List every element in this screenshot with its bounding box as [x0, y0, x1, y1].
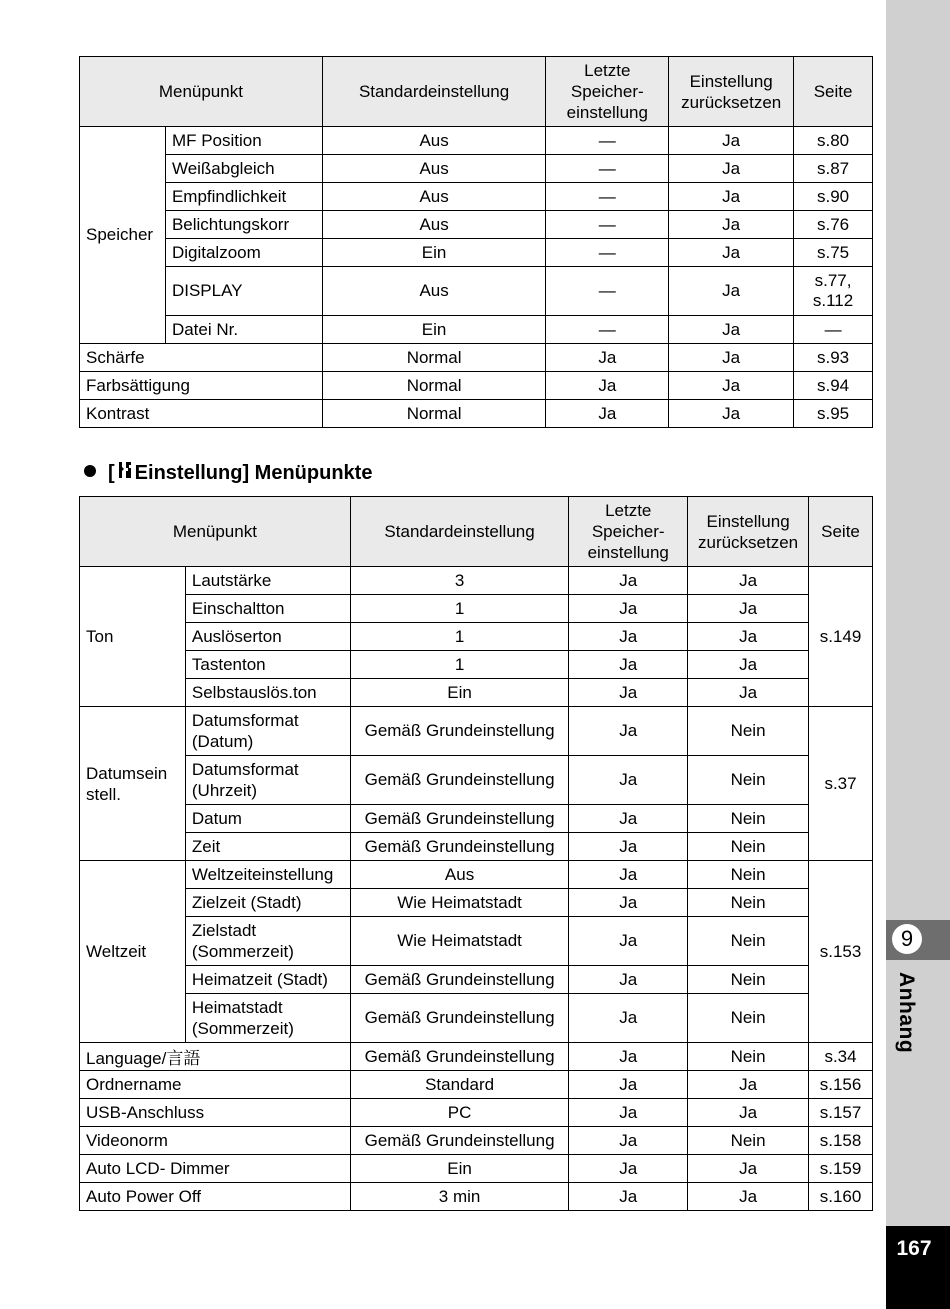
group-label-line: stell. [86, 784, 121, 804]
heading-title: Einstellung] Menüpunkte [134, 462, 373, 484]
item-cell: Digitalzoom [165, 239, 322, 267]
item-line: Datumsformat [191, 760, 299, 779]
item-cell: Lautstärke [185, 567, 350, 595]
header-line: einstellung [587, 543, 669, 562]
table-header-row [80, 497, 873, 567]
reset-cell: Ja [688, 623, 809, 651]
item-cell [185, 707, 350, 756]
table-row [80, 1155, 873, 1183]
reset-cell: Ja [669, 400, 794, 428]
default-cell: Aus [350, 861, 569, 889]
memory-cell: Ja [569, 707, 688, 756]
memory-cell: Ja [569, 1043, 688, 1071]
item-cell [185, 994, 350, 1043]
reset-cell: Ja [669, 316, 794, 344]
page-cell: s.75 [794, 239, 873, 267]
default-cell: Gemäß Grundeinstellung [350, 994, 569, 1043]
table-row [80, 400, 873, 428]
group-label-ton: Ton [80, 567, 186, 707]
memory-cell: Ja [546, 400, 669, 428]
header-page: Seite [794, 57, 873, 127]
memory-cell: Ja [546, 344, 669, 372]
default-cell: Aus [322, 183, 546, 211]
page-cell: s.156 [809, 1071, 873, 1099]
default-cell: 3 [350, 567, 569, 595]
default-cell: Normal [322, 400, 546, 428]
reset-cell: Ja [688, 1071, 809, 1099]
reset-cell: Ja [688, 1155, 809, 1183]
item-line: Zielstadt [191, 921, 257, 940]
item-cell: DISPLAY [165, 267, 322, 316]
default-cell: Aus [322, 211, 546, 239]
reset-cell: Nein [688, 756, 809, 805]
item-cell: Einschaltton [185, 595, 350, 623]
memory-cell: Ja [569, 966, 688, 994]
header-menu: Menüpunkt [80, 497, 351, 567]
header-line: zurücksetzen [697, 532, 799, 552]
table-row [80, 372, 873, 400]
group-label-speicher: Speicher [80, 127, 166, 344]
default-cell: Normal [322, 344, 546, 372]
memory-cell: — [546, 211, 669, 239]
memory-cell: — [546, 155, 669, 183]
item-cell: Auslöserton [185, 623, 350, 651]
item-cell: Belichtungskorr [165, 211, 322, 239]
page-cell: s.34 [809, 1043, 873, 1071]
default-cell: PC [350, 1099, 569, 1127]
memory-settings-table [79, 56, 873, 428]
reset-cell: Ja [688, 651, 809, 679]
group-label-line: Datumsein [86, 763, 168, 783]
chapter-number: 9 [892, 924, 922, 954]
item-cell: Datei Nr. [165, 316, 322, 344]
table-row [80, 267, 873, 316]
table-row [80, 1071, 873, 1099]
memory-cell: Ja [546, 372, 669, 400]
memory-cell: Ja [569, 595, 688, 623]
reset-cell: Ja [688, 1183, 809, 1211]
reset-cell: Ja [669, 267, 794, 316]
default-cell: 3 min [350, 1183, 569, 1211]
header-last-memory [546, 57, 669, 127]
setup-settings-table [79, 496, 873, 1211]
table-row [80, 1183, 873, 1211]
item-cell: USB-Anschluss [80, 1099, 351, 1127]
item-line: (Sommerzeit) [191, 942, 294, 961]
default-cell: Wie Heimatstadt [350, 889, 569, 917]
group-label-datum [80, 707, 186, 861]
page-cell: s.37 [809, 707, 873, 861]
default-cell: Gemäß Grundeinstellung [350, 1043, 569, 1071]
page-cell: s.157 [809, 1099, 873, 1127]
header-line: Einstellung [706, 511, 790, 531]
item-line: Datumsformat [191, 711, 299, 730]
table-row [80, 889, 873, 917]
memory-cell: Ja [569, 861, 688, 889]
table-row [80, 833, 873, 861]
table-row [80, 917, 873, 966]
default-cell: 1 [350, 623, 569, 651]
item-line: Heimatstadt [191, 998, 283, 1017]
group-label-weltzeit: Weltzeit [80, 861, 186, 1043]
heading-bracket: [ [108, 462, 115, 484]
item-cell: Selbstauslös.ton [185, 679, 350, 707]
page-cell: s.160 [809, 1183, 873, 1211]
section-heading [84, 461, 372, 485]
page-cell: s.95 [794, 400, 873, 428]
item-line: (Uhrzeit) [191, 781, 258, 800]
default-cell: Ein [322, 239, 546, 267]
page-cell: s.149 [809, 567, 873, 707]
page-number: 167 [896, 1237, 932, 1260]
item-cell: Weltzeiteinstellung [185, 861, 350, 889]
header-line: einstellung [566, 103, 648, 122]
header-page: Seite [809, 497, 873, 567]
header-line: Einstellung [689, 71, 773, 91]
header-default: Standardeinstellung [322, 57, 546, 127]
page-cell: s.76 [794, 211, 873, 239]
table-row [80, 994, 873, 1043]
default-cell: Standard [350, 1071, 569, 1099]
table-row [80, 239, 873, 267]
page-cell: s.87 [794, 155, 873, 183]
page-cell [794, 267, 873, 316]
item-cell: Zeit [185, 833, 350, 861]
item-line: (Datum) [191, 732, 254, 751]
item-cell: Schärfe [80, 344, 323, 372]
table-row [80, 1099, 873, 1127]
chapter-label: Anhang [895, 972, 918, 1054]
table-row [80, 155, 873, 183]
item-cell: Tastenton [185, 651, 350, 679]
item-cell [185, 756, 350, 805]
memory-cell: — [546, 183, 669, 211]
table-row [80, 316, 873, 344]
reset-cell: Ja [669, 183, 794, 211]
header-reset [688, 497, 809, 567]
item-cell: Language/言語 [80, 1043, 351, 1071]
item-cell: Auto LCD- Dimmer [80, 1155, 351, 1183]
memory-cell: Ja [569, 833, 688, 861]
table-row [80, 623, 873, 651]
page-line: s.112 [812, 291, 854, 310]
item-cell: Weißabgleich [165, 155, 322, 183]
table-row [80, 567, 873, 595]
default-cell: Aus [322, 127, 546, 155]
reset-cell: Ja [669, 372, 794, 400]
table-row [80, 651, 873, 679]
page-cell: s.80 [794, 127, 873, 155]
reset-cell: Nein [688, 917, 809, 966]
reset-cell: Nein [688, 994, 809, 1043]
reset-cell: Ja [669, 344, 794, 372]
reset-cell: Nein [688, 805, 809, 833]
item-cell: Ordnername [80, 1071, 351, 1099]
item-cell: Auto Power Off [80, 1183, 351, 1211]
page-cell: s.158 [809, 1127, 873, 1155]
memory-cell: — [546, 127, 669, 155]
page-cell: s.153 [809, 861, 873, 1043]
table-row [80, 1043, 873, 1071]
memory-cell: — [546, 239, 669, 267]
memory-cell: Ja [569, 1099, 688, 1127]
header-last-memory [569, 497, 688, 567]
reset-cell: Ja [688, 595, 809, 623]
header-line: Speicher- [591, 522, 665, 541]
reset-cell: Ja [688, 567, 809, 595]
chapter-sidebar [886, 0, 950, 1309]
reset-cell: Nein [688, 707, 809, 756]
item-cell [185, 917, 350, 966]
memory-cell: Ja [569, 1127, 688, 1155]
memory-cell: Ja [569, 994, 688, 1043]
default-cell: Aus [322, 155, 546, 183]
memory-cell: Ja [569, 756, 688, 805]
memory-cell: Ja [569, 679, 688, 707]
default-cell: 1 [350, 595, 569, 623]
memory-cell: Ja [569, 1071, 688, 1099]
default-cell: Wie Heimatstadt [350, 917, 569, 966]
reset-cell: Nein [688, 833, 809, 861]
item-cell: Heimatzeit (Stadt) [185, 966, 350, 994]
bullet-icon [84, 465, 96, 477]
item-cell: Farbsättigung [80, 372, 323, 400]
memory-cell: Ja [569, 651, 688, 679]
header-line: Speicher- [570, 82, 644, 101]
reset-cell: Nein [688, 1043, 809, 1071]
reset-cell: Ja [669, 127, 794, 155]
table-row [80, 1127, 873, 1155]
default-cell: Ein [350, 679, 569, 707]
table-row [80, 127, 873, 155]
default-cell: Gemäß Grundeinstellung [350, 1127, 569, 1155]
memory-cell: Ja [569, 1155, 688, 1183]
default-cell: Ein [350, 1155, 569, 1183]
default-cell: Gemäß Grundeinstellung [350, 756, 569, 805]
default-cell: Ein [322, 316, 546, 344]
table-row [80, 344, 873, 372]
memory-cell: — [546, 267, 669, 316]
default-cell: Aus [322, 267, 546, 316]
memory-cell: Ja [569, 805, 688, 833]
reset-cell: Nein [688, 861, 809, 889]
header-reset [669, 57, 794, 127]
reset-cell: Nein [688, 966, 809, 994]
header-menu: Menüpunkt [80, 57, 323, 127]
table-row [80, 595, 873, 623]
default-cell: Gemäß Grundeinstellung [350, 805, 569, 833]
default-cell: Normal [322, 372, 546, 400]
table-row [80, 183, 873, 211]
table-row [80, 805, 873, 833]
header-line: zurücksetzen [681, 92, 782, 112]
default-cell: Gemäß Grundeinstellung [350, 966, 569, 994]
table-row [80, 861, 873, 889]
table-row [80, 211, 873, 239]
memory-cell: — [546, 316, 669, 344]
default-cell: Gemäß Grundeinstellung [350, 707, 569, 756]
item-cell: Videonorm [80, 1127, 351, 1155]
memory-cell: Ja [569, 567, 688, 595]
table-row [80, 679, 873, 707]
item-line: (Sommerzeit) [191, 1019, 294, 1038]
reset-cell: Ja [669, 239, 794, 267]
item-cell: Datum [185, 805, 350, 833]
item-cell: Empfindlichkeit [165, 183, 322, 211]
page-line: s.77, [814, 271, 852, 290]
reset-cell: Ja [688, 679, 809, 707]
item-cell: Kontrast [80, 400, 323, 428]
table-row [80, 707, 873, 756]
reset-cell: Ja [669, 155, 794, 183]
default-cell: Gemäß Grundeinstellung [350, 833, 569, 861]
default-cell: 1 [350, 651, 569, 679]
table-header-row [80, 57, 873, 127]
item-cell: Zielzeit (Stadt) [185, 889, 350, 917]
page-cell: s.94 [794, 372, 873, 400]
page-cell: s.159 [809, 1155, 873, 1183]
page-cell: s.90 [794, 183, 873, 211]
header-line: Letzte [605, 501, 652, 520]
item-cell: MF Position [165, 127, 322, 155]
header-line: Letzte [584, 61, 631, 80]
reset-cell: Nein [688, 1127, 809, 1155]
memory-cell: Ja [569, 917, 688, 966]
reset-cell: Nein [688, 889, 809, 917]
memory-cell: Ja [569, 623, 688, 651]
page-cell: s.93 [794, 344, 873, 372]
table-row [80, 966, 873, 994]
table-row [80, 756, 873, 805]
page-cell: — [794, 316, 873, 344]
reset-cell: Ja [688, 1099, 809, 1127]
memory-cell: Ja [569, 889, 688, 917]
reset-cell: Ja [669, 211, 794, 239]
header-default: Standardeinstellung [350, 497, 569, 567]
wrench-tool-icon [117, 461, 133, 485]
memory-cell: Ja [569, 1183, 688, 1211]
